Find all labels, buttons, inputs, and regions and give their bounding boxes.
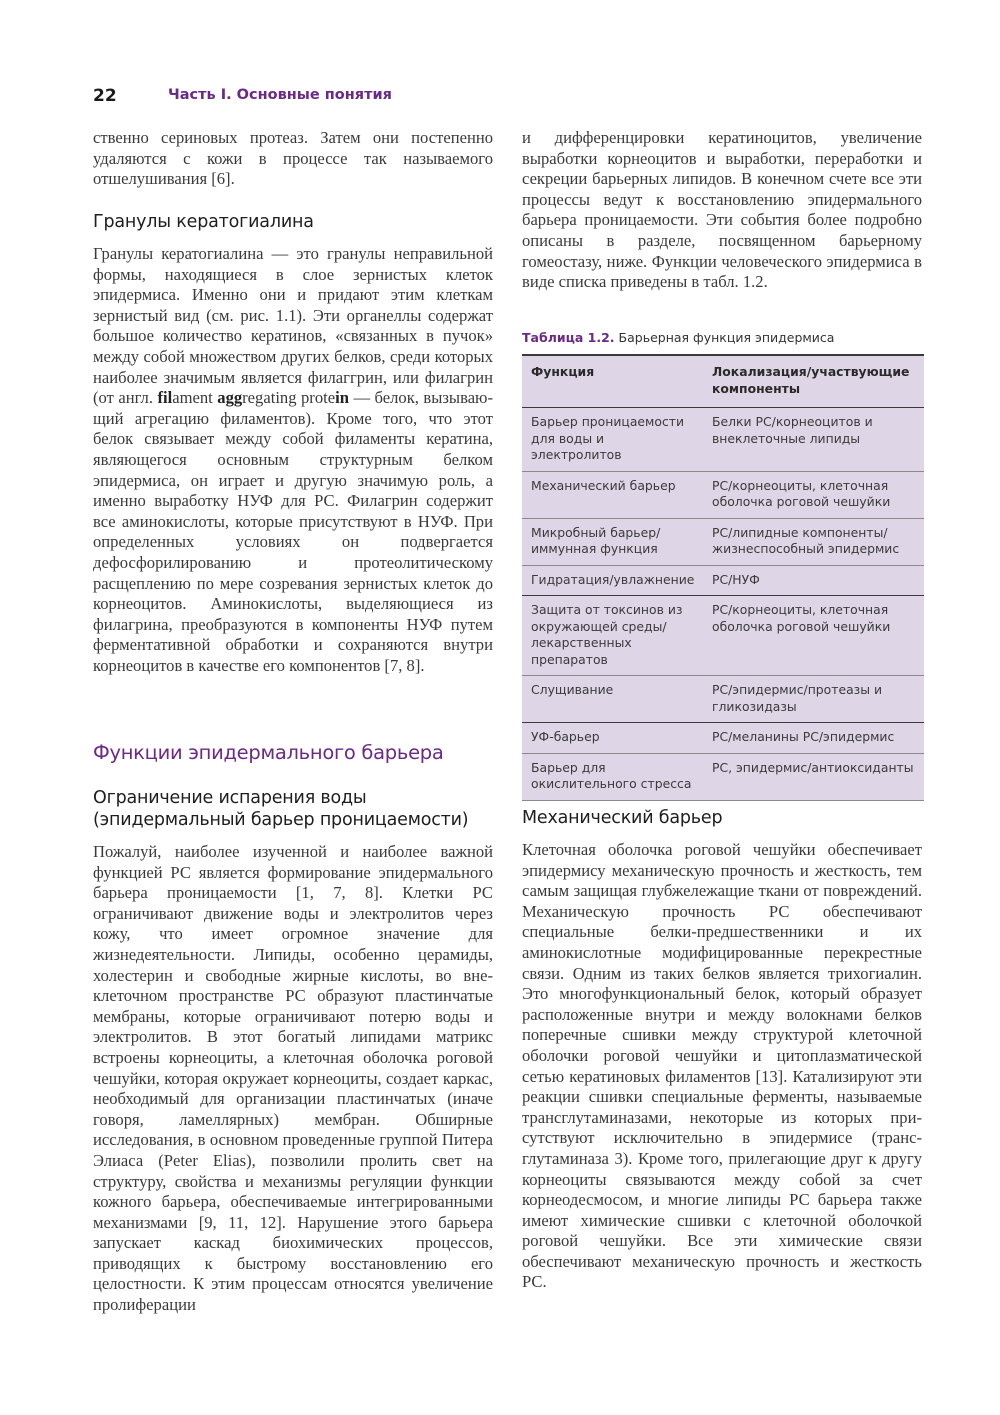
- water-barrier-heading-line2: (эпидермальный барьер проницаемости): [93, 810, 469, 830]
- water-barrier-paragraph: Пожалуй, наиболее изученной и наиболее важной функцией РС является формирование эпидермального барьера проницаемости [1, 7, 8]. Клетки РС ограничивают движение воды и электролитов через кожу, что имеет огромное значение для жизнедеятельности. Липиды, особенно церамиды, холестерин и свободные жирные кислоты, во внеклеточном пространстве РС образуют пластинчатые мембраны, которые ограничивают потерю воды и электролитов. В этот богатый липидами матрикс встроены корнеоциты, а клеточная оболочка роговой чешуйки, которая окружает корнеоциты, создает каркас, необходимый для организации пластинчатых (иначе говоря, ламеллярных) мембран. Обширные исследования, в основном проведенные группой Питера Элиаса (Peter Elias), позволили пролить свет на структуру, свойства и механизмы регуляции функции кожного барьера, обеспечиваемые интегрированными механизмами [9, 11, 12]. Нарушение этого барьера запускает каскад биохимических процессов, приводящих к быстрому восстановлению его целостности. К этим процессам относятся увеличение пролиферации: [93, 842, 493, 1315]
- table-header-row: [522, 355, 924, 408]
- continuation-paragraph: и дифференцировки кератиноцитов, увеличение выработки корнеоцитов и выработки, переработки и секреции барьерных липидов. В конечном счете все эти процессы ведут к восстановлению эпидермального барьера проницаемости. Эти события более подробно описаны в разделе, посвященном барьерному гомеостазу, ниже. Функции человеческого эпидермиса в виде списка приведены в табл. 1.2.: [522, 128, 922, 292]
- page-number: 22: [93, 86, 117, 106]
- keratohyalin-text-part1: Гранулы кератогиалина — это гранулы неправильной формы, находящиеся в слое зернистых клеток эпидермиса. Именно они и придают этим клеткам зернистый вид (см. рис. 1.1). Эти органеллы содержат большое количество кератинов, «связанных в пучок» между собой множеством других белков, среди которых наиболее значимым является филаггрин, или филагрин (от англ.: [93, 244, 493, 408]
- table-row: [522, 676, 924, 723]
- table-caption-text: Барьерная функция эпидермиса: [614, 330, 835, 345]
- mechanical-barrier-heading: Механический барьер: [522, 808, 723, 828]
- table-cell-localization: РС, эпидермис/антиоксиданты: [703, 753, 924, 800]
- table-cell-function: Гидратация/увлажнение: [522, 565, 703, 596]
- table-row: [522, 471, 924, 518]
- etymology-bold-3: in: [335, 388, 349, 408]
- table-row: [522, 565, 924, 596]
- table-row: [522, 596, 924, 676]
- etymology-bold-1: fil: [157, 388, 173, 408]
- table-row: [522, 518, 924, 565]
- table-cell-function: Слущивание: [522, 676, 703, 723]
- etymology-bold-2: agg: [217, 388, 243, 408]
- water-barrier-heading-line1: Ограничение испарения воды: [93, 788, 367, 808]
- table-cell-localization: РС/корнеоциты, клеточная оболочка роговой чешуйки: [703, 596, 924, 676]
- etymology-normal-2: regating prote: [242, 388, 336, 408]
- table-cell-localization: РС/меланины РС/эпидермис: [703, 723, 924, 754]
- table-cell-function: Защита от токсинов из окружающей среды/лекарственных препаратов: [522, 596, 703, 676]
- keratohyalin-paragraph: [93, 244, 493, 676]
- table-cell-localization: РС/эпидермис/протеазы и гликозидазы: [703, 676, 924, 723]
- intro-paragraph: ственно сериновых протеаз. Затем они постепенно удаляются с кожи в процессе так называемого отшелушивания [6].: [93, 128, 493, 189]
- table-cell-function: Механический барьер: [522, 471, 703, 518]
- table-header-localization: Локализация/участвующие компоненты: [703, 355, 924, 408]
- keratohyalin-text-part2: — белок, вызывающий агрегацию филаментов). Кроме того, что этот белок связывает между собой филаменты кератина, являющегося основным структурным белком эпидермиса, он играет и другую значимую роль, а именно выработку НУФ для РС. Филагрин содержит все аминокислоты, которые присутствуют в НУФ. При определенных условиях он подвергается дефосфорилированию и протеолитическому расщеплению по мере созревания зернистых клеток до корнеоцитов. Аминокислоты, выделяющиеся из филагрина, преобразуются в компоненты НУФ путем ферментативной обработки и сохраняются внутри корнеоцитов в качестве его компонентов [7, 8].: [93, 388, 493, 675]
- table-caption-label: Таблица 1.2.: [522, 330, 615, 345]
- table-cell-function: Барьер для окислительного стресса: [522, 753, 703, 800]
- table-cell-localization: РС/липидные компоненты/ жизнеспособный эпидермис: [703, 518, 924, 565]
- table-row: [522, 408, 924, 472]
- table-cell-function: Микробный барьер/ иммунная функция: [522, 518, 703, 565]
- table-caption: [522, 330, 922, 345]
- table-cell-function: УФ-барьер: [522, 723, 703, 754]
- water-barrier-heading: [93, 787, 493, 831]
- barrier-function-table: [522, 354, 924, 801]
- table-cell-localization: РС/НУФ: [703, 565, 924, 596]
- mechanical-barrier-paragraph: Клеточная оболочка роговой чешуйки обеспечивает эпидермису механическую прочность и жесткость, тем самым защищая глубжележащие ткани от повреждений. Механическую прочность РС обеспечивают специальные белки-предшественники и их аминокислотные модифицированные перекрестные связи. Одним из таких белков является трихогиалин. Это многофункциональный белок, который образует расположенные внутри и между волокнами белков поперечные сшивки между структурой клеточной оболочки роговой чешуйки и цитоплазматической сетью кератиновых филаментов [13]. Катализируют эти реакции сшивки специальные ферменты, называемые трансглутаминазами, некоторые из которых присутствуют исключительно в эпидермисе (трансглутаминаза 3). Кроме того, прилегающие друг к другу корнеоциты связываются между собой за счет корнеодесмосом, и многие липиды РС барьера также имеют химические сшивки с клеточной оболочкой роговой чешуйки. Все эти химические связи обеспечивают механическую прочность и жесткость РС.: [522, 840, 922, 1292]
- keratohyalin-heading: Гранулы кератогиалина: [93, 212, 314, 232]
- section-heading: Функции эпидермального барьера: [93, 741, 444, 764]
- table-cell-function: Барьер проницаемости для воды и электролитов: [522, 408, 703, 472]
- table-cell-localization: РС/корнеоциты, клеточная оболочка роговой чешуйки: [703, 471, 924, 518]
- table-cell-localization: Белки РС/корнеоцитов и внеклеточные липиды: [703, 408, 924, 472]
- etymology-normal-1: ament: [172, 388, 218, 408]
- table-row: [522, 723, 924, 754]
- table-row: [522, 753, 924, 800]
- part-title: Часть I. Основные понятия: [168, 87, 392, 103]
- table-header-function: Функция: [522, 355, 703, 408]
